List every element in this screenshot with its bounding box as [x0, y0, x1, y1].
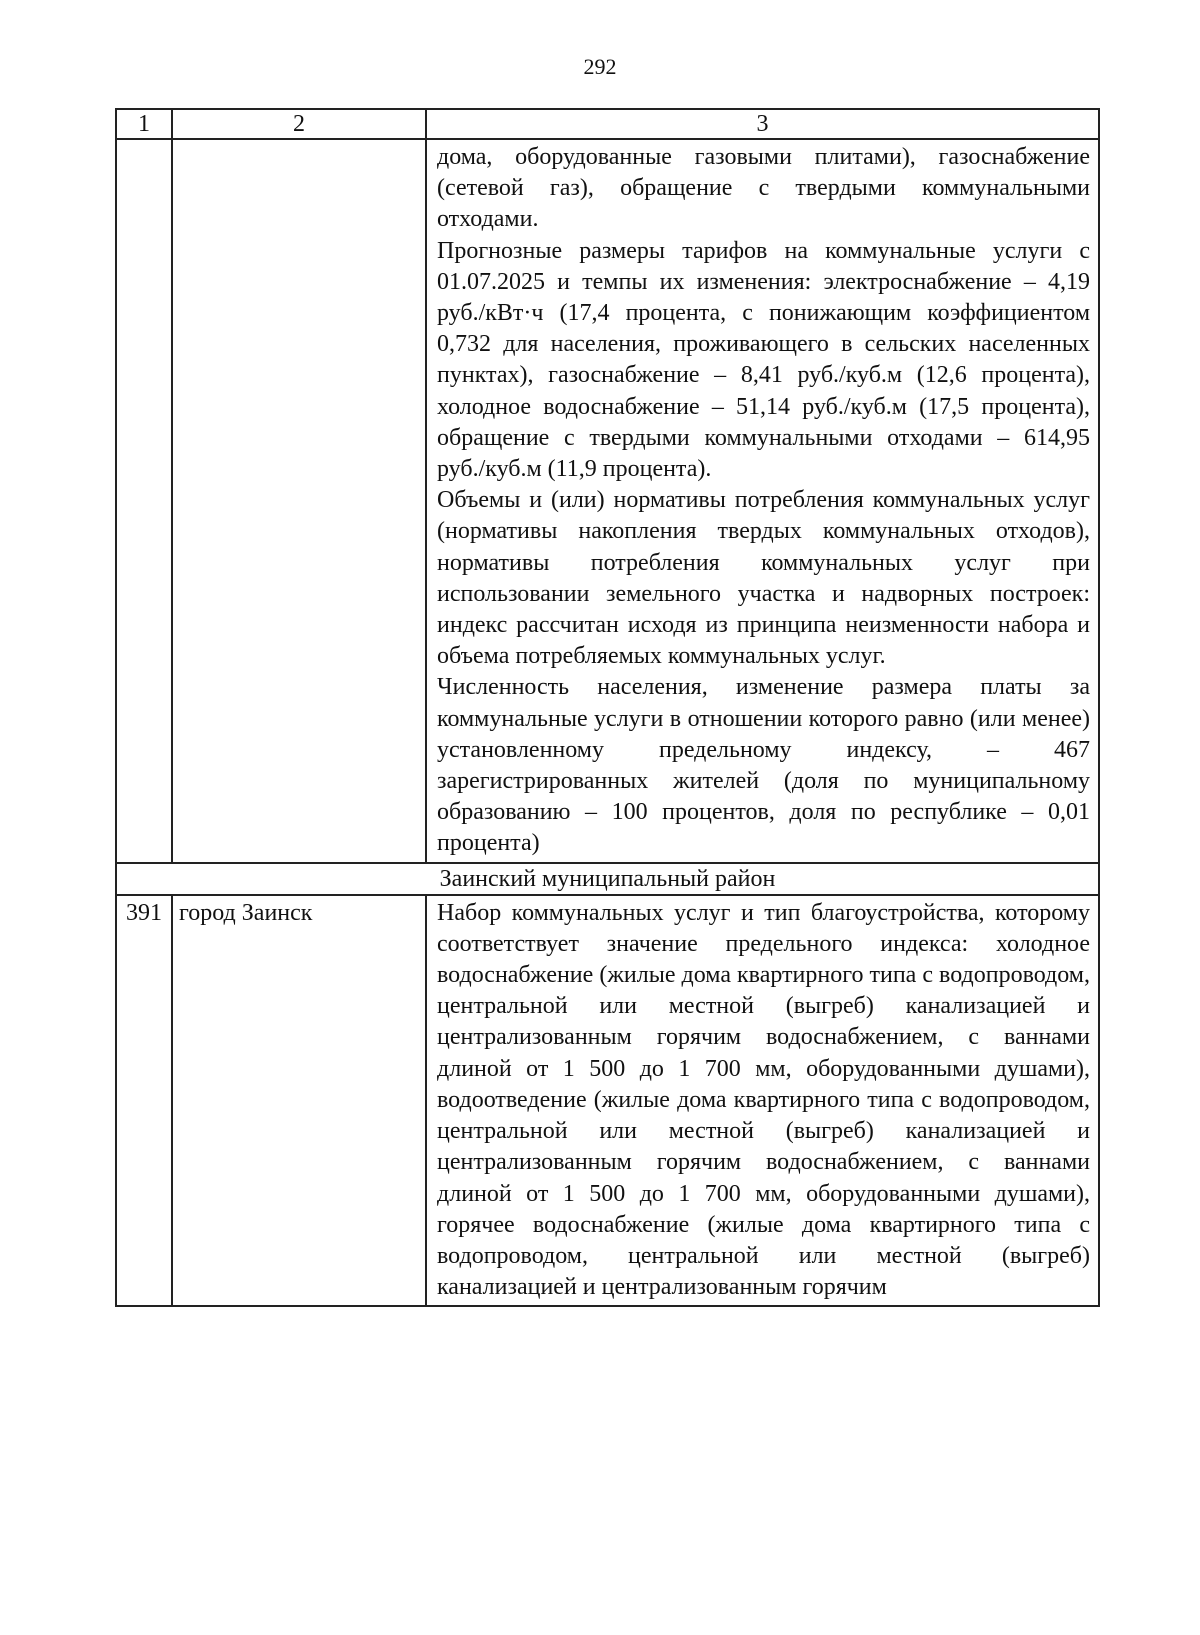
page-number: 292 [583, 54, 617, 79]
consumption-norms-paragraph: Объемы и (или) нормативы потребления коммунальных услуг (нормативы накопления твердых коммунальных отходов), нормативы потребления коммунальных услуг при использовании земельного участка и надворных построек: индекс рассчитан исходя из принципа неизменности набора и объема потребляемых коммунальных услуг. [437, 487, 1090, 670]
tariff-table [115, 108, 1100, 1307]
section-title: Заинский муниципальный район [116, 863, 1099, 895]
municipality-name: город Заинск [172, 895, 426, 1307]
row-text-cell [426, 895, 1099, 1307]
utility-set-continuation: дома, оборудованные газовыми плитами), газоснабжение (сетевой газ), обращение с твердыми коммунальными отходами. [437, 144, 1090, 233]
header-col-2: 2 [172, 109, 426, 139]
continuation-row [116, 139, 1099, 863]
continuation-text-cell [426, 139, 1099, 863]
header-col-3: 3 [426, 109, 1099, 139]
utility-set-paragraph: Набор коммунальных услуг и тип благоустройства, которому соответствует значение предельного индекса: холодное водоснабжение (жилые дома квартирного типа с водопроводом, центральной или местной (выгреб) канализацией и централизованным горячим водоснабжением, с ваннами длиной от 1 500 до 1 700 мм, оборудованными душами), водоотведение (жилые дома квартирного типа с водопроводом, центральной или местной (выгреб) канализацией и централизованным горячим водоснабжением, с ваннами длиной от 1 500 до 1 700 мм, оборудованными душами), горячее водоснабжение (жилые дома квартирного типа с водопроводом, центральной или местной (выгреб) канализацией и централизованным горячим [437, 899, 1090, 1301]
section-row [116, 863, 1099, 895]
table-header-row [116, 109, 1099, 139]
tariff-forecast-paragraph: Прогнозные размеры тарифов на коммунальные услуги с 01.07.2025 и темпы их изменения: электроснабжение – 4,19 руб./кВт·ч (17,4 процента, с понижающим коэффициентом 0,732 для населения, проживающего в сельских населенных пунктах), газоснабжение – 8,41 руб./куб.м (12,6 процента), холодное водоснабжение – 51,14 руб./куб.м (17,5 процента), обращение с твердыми коммунальными отходами – 614,95 руб./куб.м (11,9 процента). [437, 237, 1090, 483]
continuation-num-cell [116, 139, 172, 863]
header-col-1: 1 [116, 109, 172, 139]
population-paragraph: Численность населения, изменение размера платы за коммунальные услуги в отношении которого равно (или менее) установленному предельному индексу, – 467 зарегистрированных жителей (доля по муниципальному образованию – 100 процентов, доля по республике – 0,01 процента) [437, 674, 1090, 857]
continuation-name-cell [172, 139, 426, 863]
table-row [116, 895, 1099, 1307]
row-number: 391 [116, 895, 172, 1307]
